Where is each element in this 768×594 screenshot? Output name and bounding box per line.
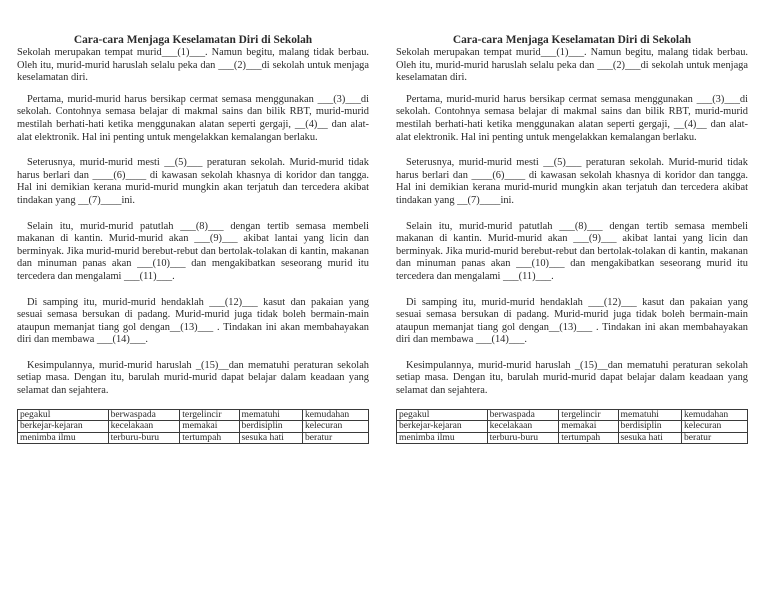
- table-cell: pegakul: [397, 409, 488, 421]
- table-cell: sesuka hati: [239, 432, 302, 444]
- table-cell: memakai: [559, 421, 618, 433]
- table-cell: menimba ilmu: [18, 432, 109, 444]
- table-cell: mematuhi: [618, 409, 681, 421]
- paragraph-conclusion: Kesimpulannya, murid-murid haruslah _(15)__dan mematuhi peraturan sekolah setiap masa. Dengan itu, barulah murid-murid dapat belajar dalam keadaan yang selamat dan sejahtera.: [17, 359, 369, 397]
- table-cell: tertumpah: [180, 432, 239, 444]
- table-cell: berdisiplin: [618, 421, 681, 433]
- worksheet-title: Cara-cara Menjaga Keselamatan Diri di Sekolah: [452, 34, 692, 46]
- paragraph-3: Selain itu, murid-murid patutlah ___(8)___ dengan tertib semasa membeli makanan di kantin. Murid-murid akan ___(9)___ akibat lantai yang licin dan berminyak. Jika murid-murid berebut-rebut dan bertolak-tolakan di kantin, makanan dan minuman panas akan ___(10)___ dan mengakibatkan seseorang murid itu tercedera dan mengalami ___(11)___.: [396, 220, 748, 282]
- table-cell: pegakul: [18, 409, 109, 421]
- table-cell: berkejar-kejaran: [18, 421, 109, 433]
- word-bank-table: [396, 409, 748, 445]
- table-cell: menimba ilmu: [397, 432, 488, 444]
- table-cell: berdisiplin: [239, 421, 302, 433]
- table-cell: terburu-buru: [487, 432, 559, 444]
- paragraph-4: Di samping itu, murid-murid hendaklah ___(12)___ kasut dan pakaian yang sesuai semasa bersukan di padang. Murid-murid juga tidak boleh bermain-main ataupun memanjat tiang gol dengan__(13)___ . Tindakan ini akan membahayakan diri dan membawa ___(14)___.: [17, 296, 369, 346]
- table-cell: beratur: [682, 432, 748, 444]
- word-bank-table: [17, 409, 369, 445]
- table-cell: berwaspada: [487, 409, 559, 421]
- table-cell: kemudahan: [303, 409, 369, 421]
- paragraph-4: Di samping itu, murid-murid hendaklah ___(12)___ kasut dan pakaian yang sesuai semasa bersukan di padang. Murid-murid juga tidak boleh bermain-main ataupun memanjat tiang gol dengan__(13)___ . Tindakan ini akan membahayakan diri dan membawa ___(14)___.: [396, 296, 748, 346]
- table-cell: mematuhi: [239, 409, 302, 421]
- table-cell: sesuka hati: [618, 432, 681, 444]
- table-row: [18, 409, 369, 421]
- worksheet-left: [17, 34, 369, 444]
- table-cell: tergelincir: [559, 409, 618, 421]
- table-cell: kemudahan: [682, 409, 748, 421]
- table-cell: kelecuran: [303, 421, 369, 433]
- table-cell: tergelincir: [180, 409, 239, 421]
- table-cell: terburu-buru: [108, 432, 180, 444]
- table-row: [18, 432, 369, 444]
- table-cell: kelecuran: [682, 421, 748, 433]
- paragraph-1: Pertama, murid-murid harus bersikap cermat semasa menggunakan ___(3)___di sekolah. Contohnya semasa belajar di makmal sains dan bilik RBT, murid-murid mestilah berhati-hati ketika menggunakan alatan seperti gergaji, __(4)__ dan alat-alat elektronik. Hal ini penting untuk mengelakkan kemalangan berlaku.: [17, 93, 369, 143]
- paragraph-3: Selain itu, murid-murid patutlah ___(8)___ dengan tertib semasa membeli makanan di kantin. Murid-murid akan ___(9)___ akibat lantai yang licin dan berminyak. Jika murid-murid berebut-rebut dan bertolak-tolakan di kantin, makanan dan minuman panas akan ___(10)___ dan mengakibatkan seseorang murid itu tercedera dan mengalami ___(11)___.: [17, 220, 369, 282]
- table-cell: kecelakaan: [487, 421, 559, 433]
- paragraph-conclusion: Kesimpulannya, murid-murid haruslah _(15)__dan mematuhi peraturan sekolah setiap masa. Dengan itu, barulah murid-murid dapat belajar dalam keadaan yang selamat dan sejahtera.: [396, 359, 748, 397]
- table-cell: beratur: [303, 432, 369, 444]
- paragraph-intro: Sekolah merupakan tempat murid___(1)___. Namun begitu, malang tidak berbau. Oleh itu, murid-murid haruslah selalu peka dan ___(2)___di sekolah untuk menjaga keselamatan diri.: [17, 47, 369, 84]
- table-row: [397, 409, 748, 421]
- table-cell: berwaspada: [108, 409, 180, 421]
- paragraph-1: Pertama, murid-murid harus bersikap cermat semasa menggunakan ___(3)___di sekolah. Contohnya semasa belajar di makmal sains dan bilik RBT, murid-murid mestilah berhati-hati ketika menggunakan alatan seperti gergaji, __(4)__ dan alat-alat elektronik. Hal ini penting untuk mengelakkan kemalangan berlaku.: [396, 93, 748, 143]
- paragraph-intro: Sekolah merupakan tempat murid___(1)___. Namun begitu, malang tidak berbau. Oleh itu, murid-murid haruslah selalu peka dan ___(2)___di sekolah untuk menjaga keselamatan diri.: [396, 47, 748, 84]
- worksheet-title: Cara-cara Menjaga Keselamatan Diri di Sekolah: [73, 34, 313, 46]
- table-cell: berkejar-kejaran: [397, 421, 488, 433]
- table-row: [397, 432, 748, 444]
- table-cell: memakai: [180, 421, 239, 433]
- table-row: [18, 421, 369, 433]
- worksheet-right: [396, 34, 748, 444]
- paragraph-2: Seterusnya, murid-murid mesti __(5)___ peraturan sekolah. Murid-murid tidak harus berlari dan ____(6)____ di kawasan sekolah khasnya di koridor dan tangga. Hal ini demikian kerana murid-murid mungkin akan terjatuh dan tercedera akibat tindakan yang __(7)____ini.: [17, 157, 369, 206]
- paragraph-2: Seterusnya, murid-murid mesti __(5)___ peraturan sekolah. Murid-murid tidak harus berlari dan ____(6)____ di kawasan sekolah khasnya di koridor dan tangga. Hal ini demikian kerana murid-murid mungkin akan terjatuh dan tercedera akibat tindakan yang __(7)____ini.: [396, 157, 748, 206]
- table-row: [397, 421, 748, 433]
- table-cell: kecelakaan: [108, 421, 180, 433]
- table-cell: tertumpah: [559, 432, 618, 444]
